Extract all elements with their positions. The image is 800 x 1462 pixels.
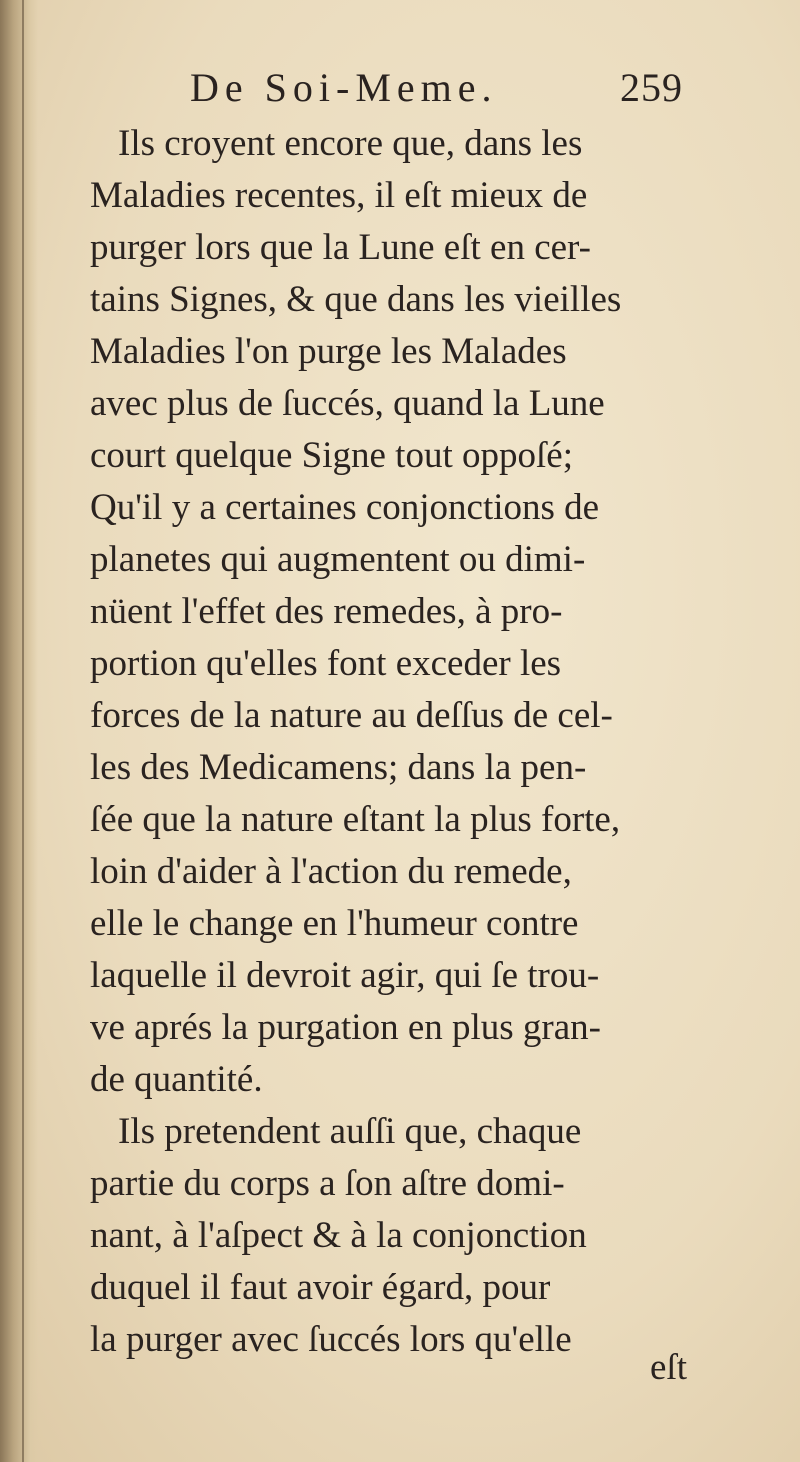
text-line: ve aprés la purgation en plus gran- — [90, 1007, 601, 1048]
body-text — [90, 118, 730, 1366]
text-line: tains Signes, & que dans les vieilles — [90, 279, 622, 320]
text-line: les des Medicamens; dans la pen- — [90, 747, 587, 788]
text-line: Ils croyent encore que, dans les — [118, 123, 583, 164]
text-line: portion qu'elles font exceder les — [90, 643, 562, 684]
text-line: nüent l'effet des remedes, à pro- — [90, 591, 563, 632]
text-line: Maladies l'on purge les Malades — [90, 331, 567, 372]
text-line: court quelque Signe tout oppoſé; — [90, 435, 573, 476]
text-line: de quantité. — [90, 1059, 263, 1100]
text-line: Ils pretendent auſſi que, chaque — [118, 1111, 582, 1152]
running-head-title: De Soi-Meme. — [190, 65, 498, 110]
text-line: Maladies recentes, il eſt mieux de — [90, 175, 588, 216]
text-line: loin d'aider à l'action du remede, — [90, 851, 572, 892]
text-line: ſée que la nature eſtant la plus forte, — [90, 799, 621, 840]
page-number: 259 — [620, 65, 683, 110]
text-line: laquelle il devroit agir, qui ſe trou- — [90, 955, 600, 996]
catchword: eſt — [650, 1347, 687, 1388]
text-line: planetes qui augmentent ou dimi- — [90, 539, 586, 580]
text-line: duquel il faut avoir égard, pour — [90, 1267, 551, 1308]
text-line: avec plus de ſuccés, quand la Lune — [90, 383, 605, 424]
binding-edge — [22, 0, 24, 1462]
text-line: la purger avec ſuccés lors qu'elle — [90, 1319, 572, 1360]
text-line: partie du corps a ſon aſtre domi- — [90, 1163, 565, 1204]
text-line: elle le change en l'humeur contre — [90, 903, 579, 944]
page-gutter — [0, 0, 38, 1462]
text-line: Qu'il y a certaines conjonctions de — [90, 487, 600, 528]
text-line: forces de la nature au deſſus de cel- — [90, 695, 613, 736]
text-line: nant, à l'aſpect & à la conjonction — [90, 1215, 587, 1256]
running-head — [190, 64, 710, 118]
text-line: purger lors que la Lune eſt en cer- — [90, 227, 591, 268]
